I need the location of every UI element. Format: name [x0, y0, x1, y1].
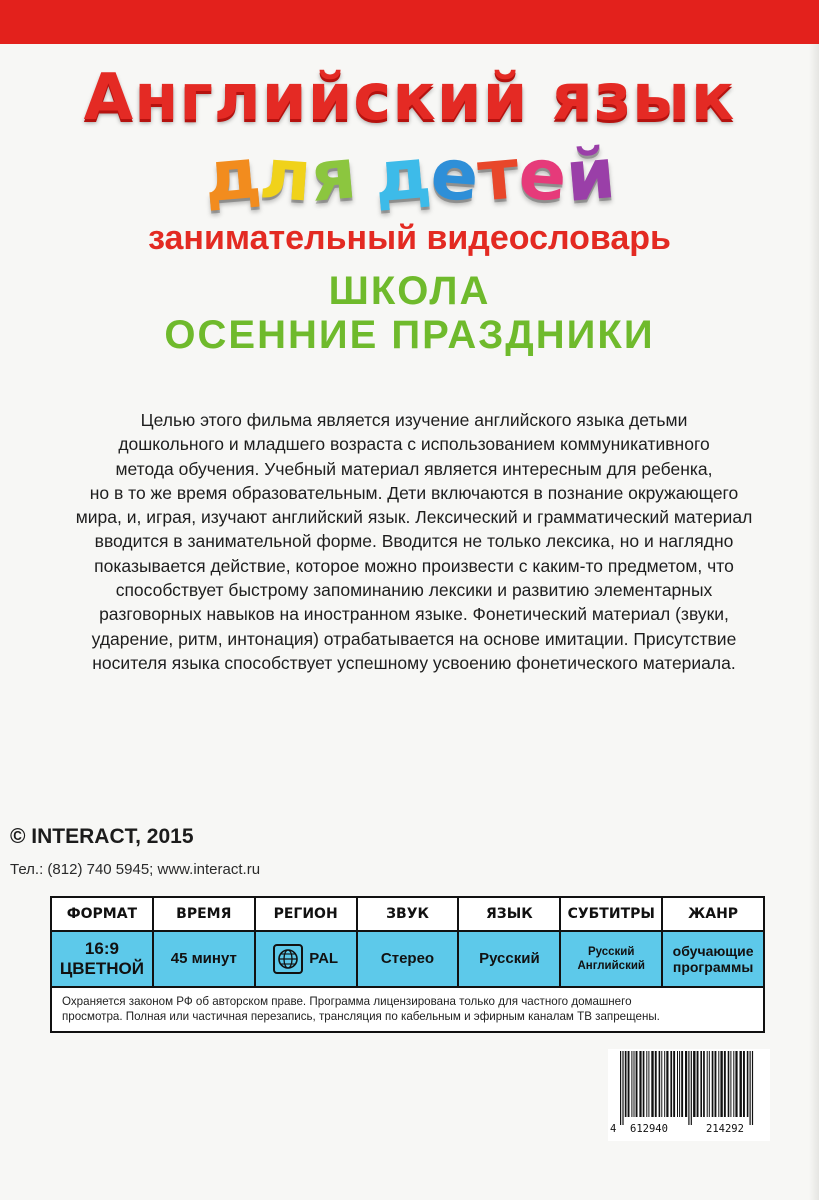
barcode-bar: [679, 1051, 680, 1117]
header-genre: ЖАНР: [663, 898, 763, 932]
globe-icon: [273, 944, 303, 974]
title-letter: й: [562, 132, 619, 218]
header-sound: ЗВУК: [358, 898, 460, 932]
barcode-bar: [691, 1051, 692, 1125]
title-letter: я: [307, 132, 360, 218]
barcode-bar: [634, 1051, 635, 1117]
subtitles-en: Английский: [577, 960, 645, 972]
title-letter: е: [516, 132, 570, 218]
barcode-bars: [608, 1049, 770, 1125]
title-letter: л: [257, 132, 315, 218]
header-subtitles: СУБТИТРЫ: [561, 898, 663, 932]
barcode-bar: [700, 1051, 702, 1117]
subtitle: занимательный видеословарь: [148, 219, 671, 257]
specs-header-row: [52, 898, 763, 932]
value-region: [256, 932, 358, 988]
description-line: носителя языка способствует успешному усвоению фонетического материала.: [92, 652, 736, 673]
barcode-bar: [697, 1051, 699, 1117]
barcode-bar: [666, 1051, 668, 1117]
description: [44, 408, 784, 675]
header-region: РЕГИОН: [256, 898, 358, 932]
barcode: [608, 1049, 770, 1141]
barcode-bar: [625, 1051, 627, 1117]
title-line-1: Английский язык: [83, 61, 736, 135]
genre-line-1: обучающие: [672, 943, 754, 959]
title-line-2: [0, 130, 819, 220]
barcode-bar: [724, 1051, 726, 1117]
barcode-bar: [718, 1051, 719, 1117]
barcode-bar: [631, 1051, 632, 1117]
barcode-bar: [709, 1051, 710, 1117]
specs-value-row: [52, 932, 763, 988]
barcode-bar: [620, 1051, 621, 1125]
barcode-bar: [639, 1051, 641, 1117]
contacts: Тел.: (812) 740 5945; www.interact.ru: [10, 861, 261, 878]
topic-autumn-holidays: ОСЕННИЕ ПРАЗДНИКИ: [164, 313, 655, 357]
barcode-bar: [648, 1051, 649, 1117]
value-time: 45 минут: [154, 932, 256, 988]
value-language: Русский: [459, 932, 561, 988]
barcode-bar: [740, 1051, 742, 1117]
topic-school: ШКОЛА: [328, 269, 491, 313]
legal-notice: [62, 994, 757, 1024]
genre-line-2: программы: [672, 959, 754, 975]
barcode-bar: [733, 1051, 734, 1117]
description-line: способствует быстрому запоминанию лексики и развитию элементарных: [115, 580, 713, 601]
barcode-bar: [703, 1051, 705, 1117]
barcode-digits-right: 214292: [706, 1123, 744, 1135]
description-line: дошкольного и младшего возраста с использованием коммуникативного: [118, 434, 710, 455]
description-line: ударение, ритм, интонация) отрабатывается на основе имитации. Присутствие: [91, 628, 737, 649]
description-line: разговорных навыков на иностранном языке. Фонетический материал (звуки,: [99, 604, 729, 625]
barcode-bar: [707, 1051, 708, 1117]
description-line: показывается действие, которое можно произвести с каким-то предметом, что: [94, 555, 734, 576]
header-time: ВРЕМЯ: [154, 898, 256, 932]
value-genre: [663, 932, 763, 988]
format-color: ЦВЕТНОЙ: [59, 959, 144, 978]
barcode-bar: [622, 1051, 623, 1125]
barcode-bar: [681, 1051, 683, 1117]
region-label: PAL: [309, 950, 339, 967]
description-line: мира, и, играя, изучают английский язык. Лексический и грамматический материал: [75, 507, 753, 528]
barcode-bar: [646, 1051, 647, 1117]
value-format: [52, 932, 154, 988]
barcode-bar: [720, 1051, 722, 1117]
barcode-bar: [661, 1051, 662, 1117]
barcode-bar: [688, 1051, 689, 1125]
value-subtitles: [561, 932, 663, 988]
barcode-bar: [673, 1051, 675, 1117]
title-letter: д: [200, 131, 264, 219]
barcode-bar: [659, 1051, 661, 1117]
barcode-bar: [743, 1051, 745, 1117]
barcode-bar: [730, 1051, 731, 1117]
barcode-bar: [643, 1051, 645, 1117]
barcode-bar: [715, 1051, 717, 1117]
title-letter: д: [370, 131, 435, 219]
barcode-bar: [747, 1051, 749, 1117]
specs-table: [50, 896, 765, 1033]
barcode-bar: [712, 1051, 714, 1117]
barcode-digits: [608, 1123, 770, 1139]
description-line: метода обучения. Учебный материал является интересным для ребенка,: [115, 458, 713, 479]
subtitles-ru: Русский: [587, 946, 635, 958]
description-line: Целью этого фильма является изучение английского языка детьми: [140, 410, 688, 430]
barcode-bar: [728, 1051, 730, 1117]
barcode-digits-left: 612940: [630, 1123, 668, 1135]
format-aspect: 16:9: [84, 939, 119, 958]
barcode-bar: [735, 1051, 737, 1117]
barcode-bar: [628, 1051, 630, 1117]
barcode-bar: [752, 1051, 753, 1125]
barcode-digit-first: 4: [610, 1123, 617, 1135]
legal-line: просмотра. Полная или частичная перезапись, трансляция по кабельным и эфирным каналам ТВ запрещены.: [62, 1010, 660, 1023]
barcode-bar: [750, 1051, 751, 1125]
barcode-bar: [664, 1051, 665, 1117]
barcode-bar: [693, 1051, 695, 1117]
title-letter: т: [474, 132, 523, 218]
copyright: © INTERACT, 2015: [10, 825, 194, 848]
legal-line: Охраняется законом РФ об авторском праве. Программа лицензирована только для частного домашнего: [62, 995, 632, 1008]
value-sound: Стерео: [358, 932, 460, 988]
description-line: но в то же время образовательным. Дети включаются в познание окружающего: [89, 482, 739, 503]
barcode-bar: [636, 1051, 638, 1117]
barcode-bar: [651, 1051, 653, 1117]
header-language: ЯЗЫК: [459, 898, 561, 932]
barcode-bar: [677, 1051, 678, 1117]
title-letter: е: [428, 132, 482, 218]
barcode-bar: [670, 1051, 672, 1117]
top-red-band: [0, 0, 819, 44]
barcode-bar: [655, 1051, 657, 1117]
barcode-bar: [685, 1051, 687, 1117]
description-line: вводится в занимательной форме. Вводится не только лексика, но и наглядно: [94, 531, 734, 552]
header-format: ФОРМАТ: [52, 898, 154, 932]
